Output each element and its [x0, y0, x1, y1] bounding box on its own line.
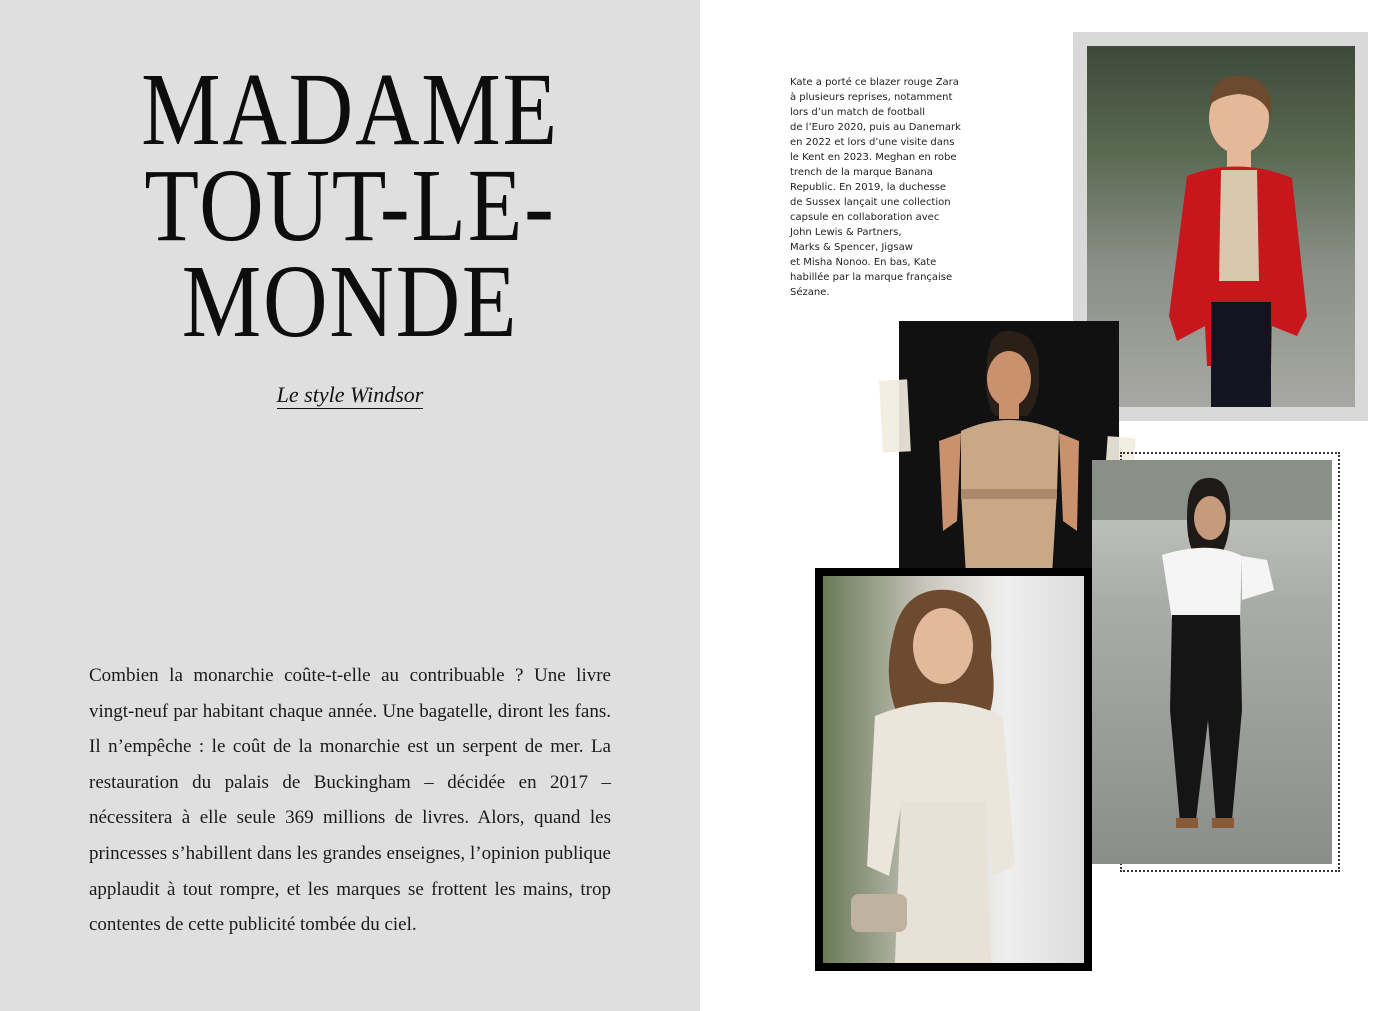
photo-red-blazer — [1087, 46, 1355, 407]
body-paragraph: Combien la monarchie coûte-t-elle au contribuable ? Une livre vingt-neuf par habitant chaque année. Une bagatelle, diront les fans. Il n’empêche : le coût de la monarchie est un serpent de mer. La restauration du palais de Buckingham – décidée en 2017 – nécessitera à elle seule 369 millions de livres. Alors, quand les princesses s’habillent dans les grandes enseignes, l’opinion publique applaudit à tout rompre, et les marques se frottent les mains, trop contentes de cette publicité tombée du ciel. — [89, 665, 611, 936]
headline — [0, 52, 700, 359]
figure-white-shirt — [1092, 460, 1332, 864]
headline-line-2: TOUT-LE- — [144, 148, 556, 263]
photo-cream-knit — [823, 576, 1084, 963]
subtitle-text: Le style Windsor — [276, 382, 424, 407]
figure-red-blazer — [1147, 66, 1327, 407]
photo-white-shirt — [1092, 460, 1332, 864]
photo-caption: Kate a porté ce blazer rouge Zara à plusieurs reprises, notamment lors d’un match de football de l’Euro 2020, puis au Danemark en 2022 et lors d’une visite dans le Kent en 2023. Meghan en robe trench de la marque Banana Republic. En 2019, la duchesse de Sussex lançait une collection capsule en collaboration avec John Lewis & Partners, Marks & Spencer, Jigsaw et Misha Nonoo. En bas, Kate habillée par la marque française Sézane. — [790, 77, 961, 298]
figure-cream-knit — [823, 576, 1084, 963]
subtitle — [0, 382, 700, 408]
headline-line-3: MONDE — [181, 244, 519, 359]
tape-strip-left — [879, 379, 911, 452]
headline-line-1: MADAME — [141, 52, 559, 167]
right-page — [700, 0, 1400, 1011]
